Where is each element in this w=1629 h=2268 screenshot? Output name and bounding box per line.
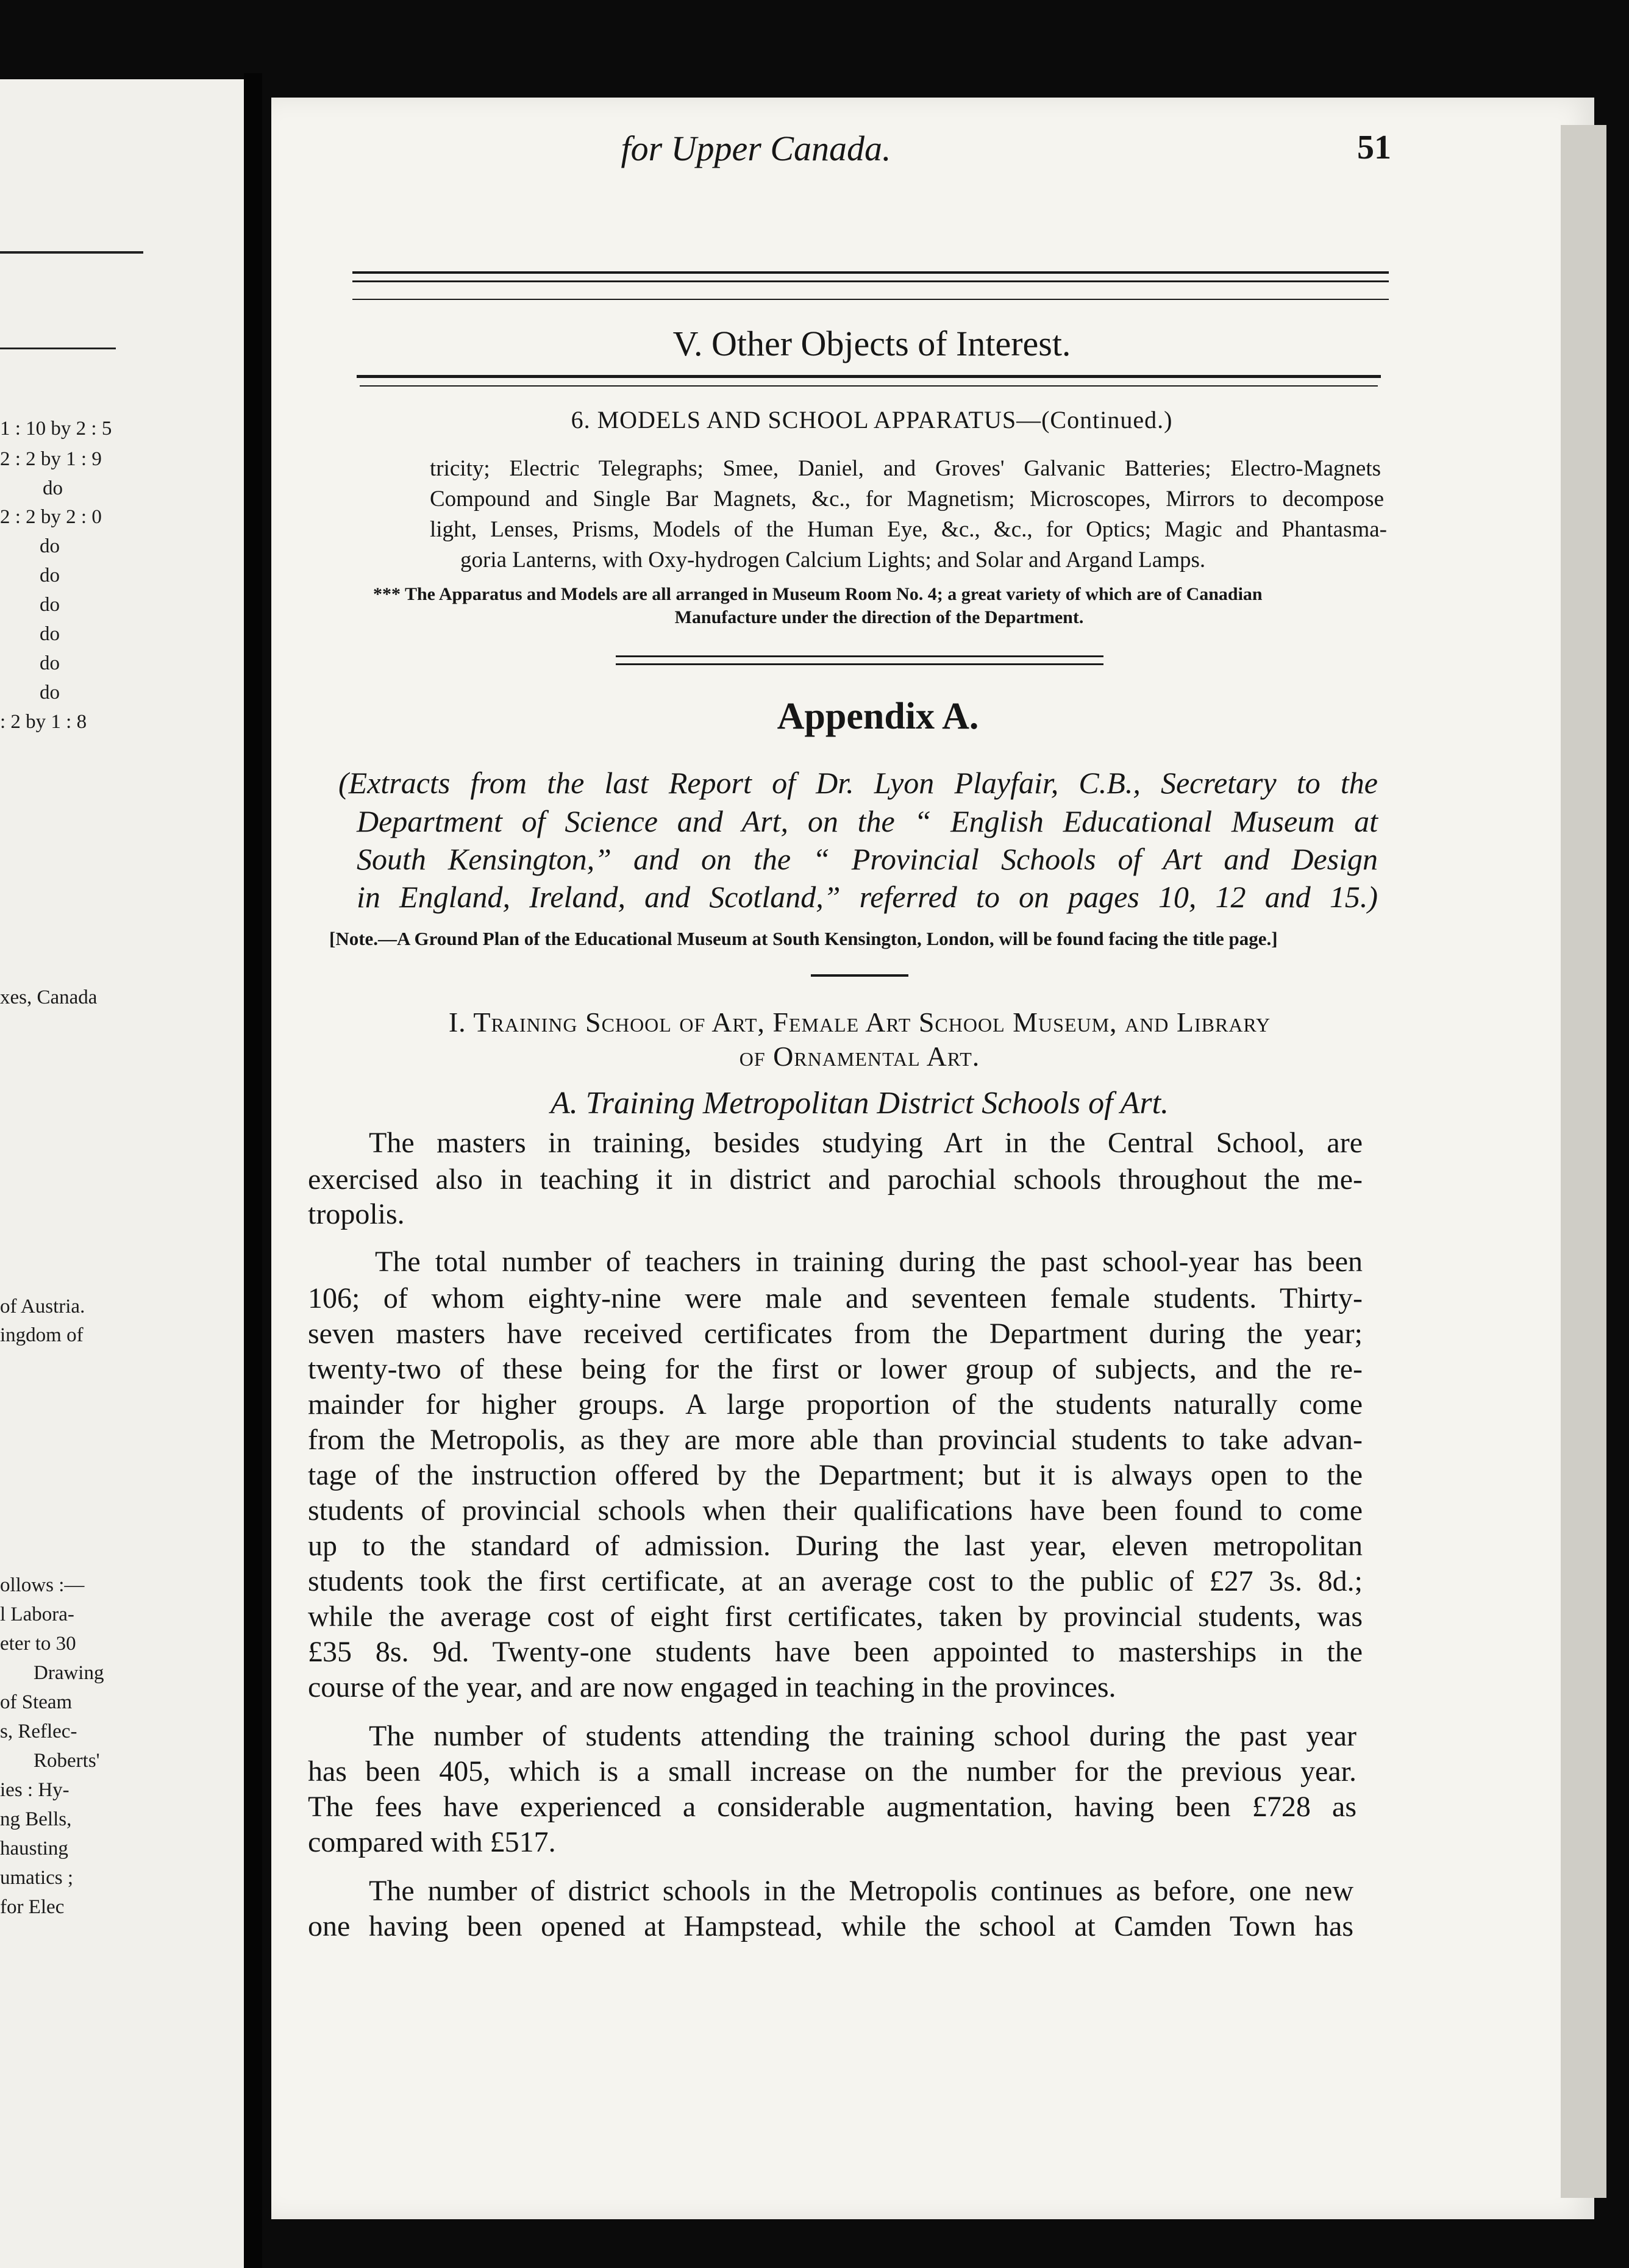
header-rule bbox=[352, 271, 1389, 274]
book-gutter bbox=[244, 73, 262, 2268]
header-rule bbox=[352, 299, 1389, 300]
section-i-heading: of Ornamental Art. bbox=[739, 1041, 980, 1072]
body-line: £35 8s. 9d. Twenty-one students have been appointed to masterships in the bbox=[308, 1636, 1363, 1668]
left-page-line: do bbox=[40, 535, 60, 557]
body-line: students took the first certificate, at an average cost to the public of £27 3s. 8d.; bbox=[308, 1565, 1363, 1597]
section-i-heading: I. Training School of Art, Female Art School Museum, and Library bbox=[448, 1007, 1271, 1038]
left-page-line: ollows :— bbox=[0, 1574, 85, 1596]
subsection-a-heading: A. Training Metropolitan District Schools of Art. bbox=[550, 1086, 1169, 1121]
left-page-line: 2 : 2 by 1 : 9 bbox=[0, 448, 102, 470]
left-page-line: xes, Canada bbox=[0, 986, 98, 1008]
body-line: while the average cost of eight first certificates, taken by provincial students, was bbox=[308, 1600, 1363, 1633]
left-page-line: do bbox=[40, 623, 60, 645]
left-page-line: s, Reflec- bbox=[0, 1721, 77, 1742]
short-rule bbox=[811, 974, 908, 977]
text-line: light, Lenses, Prisms, Models of the Human Eye, &c., &c., for Optics; Magic and Phantasma- bbox=[430, 517, 1387, 542]
body-line: students of provincial schools when their qualifications have been found to come bbox=[308, 1494, 1363, 1527]
body-line: from the Metropolis, as they are more able than provincial students to take advan- bbox=[308, 1424, 1363, 1456]
left-page-line: of Austria. bbox=[0, 1296, 85, 1318]
extract-line: South Kensington,” and on the “ Provincial Schools of Art and Design bbox=[357, 842, 1378, 876]
body-line: The total number of teachers in training during the past school-year has been bbox=[375, 1246, 1363, 1278]
left-page-line: Drawing bbox=[34, 1662, 104, 1684]
page-number: 51 bbox=[1357, 129, 1391, 166]
left-page-text bbox=[0, 0, 244, 2268]
models-apparatus-heading: 6. MODELS AND SCHOOL APPARATUS—(Continued.) bbox=[571, 406, 1173, 433]
body-line: 106; of whom eighty-nine were male and seventeen female students. Thirty- bbox=[308, 1282, 1363, 1314]
left-page-line: do bbox=[40, 652, 60, 674]
left-page-line: do bbox=[43, 477, 63, 499]
left-page-line: do bbox=[40, 682, 60, 704]
apparatus-note-line: *** The Apparatus and Models are all arranged in Museum Room No. 4; a great variety of which are of Canadian bbox=[373, 584, 1263, 604]
section-v-title: V. Other Objects of Interest. bbox=[672, 324, 1071, 363]
body-line: The number of district schools in the Metropolis continues as before, one new bbox=[369, 1875, 1353, 1907]
body-line: compared with £517. bbox=[308, 1826, 556, 1858]
left-page-line: of Steam bbox=[0, 1691, 73, 1713]
page-edge bbox=[1561, 125, 1606, 2198]
body-line: one having been opened at Hampstead, while the school at Camden Town has bbox=[308, 1910, 1353, 1942]
body-line: has been 405, which is a small increase on the number for the previous year. bbox=[308, 1755, 1356, 1788]
extract-line: Department of Science and Art, on the “ English Educational Museum at bbox=[357, 804, 1378, 838]
text-line: goria Lanterns, with Oxy-hydrogen Calcium Lights; and Solar and Argand Lamps. bbox=[460, 547, 1206, 572]
left-page-line: umatics ; bbox=[0, 1867, 74, 1889]
left-page-line: 1 : 10 by 2 : 5 bbox=[0, 418, 112, 440]
body-line: tage of the instruction offered by the Department; but it is always open to the bbox=[308, 1459, 1363, 1491]
section-rule bbox=[357, 375, 1381, 378]
text-line: tricity; Electric Telegraphs; Smee, Daniel, and Groves' Galvanic Batteries; Electro-Magnets bbox=[430, 456, 1381, 481]
left-page-line: hausting bbox=[0, 1838, 68, 1860]
left-page-line: : 2 by 1 : 8 bbox=[0, 711, 87, 733]
text-line: Compound and Single Bar Magnets, &c., for Magnetism; Microscopes, Mirrors to decompose bbox=[430, 487, 1384, 512]
body-line: seven masters have received certificates from the Department during the year; bbox=[308, 1318, 1363, 1350]
body-line: The masters in training, besides studying Art in the Central School, are bbox=[369, 1127, 1363, 1159]
appendix-title: Appendix A. bbox=[777, 696, 979, 737]
body-line: exercised also in teaching it in district and parochial schools throughout the me- bbox=[308, 1163, 1363, 1196]
body-line: up to the standard of admission. During the last year, eleven metropolitan bbox=[308, 1530, 1363, 1562]
left-page-line: eter to 30 bbox=[0, 1633, 76, 1655]
left-page-line: do bbox=[40, 565, 60, 587]
ground-plan-note: [Note.—A Ground Plan of the Educational Museum at South Kensington, London, will be found facing the title page.] bbox=[329, 928, 1278, 949]
left-page-line: ies : Hy- bbox=[0, 1779, 70, 1801]
extract-line: (Extracts from the last Report of Dr. Lyon Playfair, C.B., Secretary to the bbox=[338, 766, 1378, 800]
header-rule bbox=[352, 280, 1389, 282]
body-line: The number of students attending the training school during the past year bbox=[369, 1720, 1356, 1752]
apparatus-note-line: Manufacture under the direction of the Department. bbox=[674, 607, 1084, 627]
left-page-line: ingdom of bbox=[0, 1324, 84, 1346]
left-page-line: ng Bells, bbox=[0, 1808, 72, 1830]
left-page-line: Roberts' bbox=[34, 1750, 100, 1772]
separator-rule bbox=[616, 655, 1103, 657]
body-line: mainder for higher groups. A large proportion of the students naturally come bbox=[308, 1388, 1363, 1421]
body-line: The fees have experienced a considerable augmentation, having been £728 as bbox=[308, 1791, 1356, 1823]
separator-rule bbox=[616, 663, 1103, 665]
body-line: course of the year, and are now engaged in teaching in the provinces. bbox=[308, 1671, 1116, 1703]
left-page-line: l Labora- bbox=[0, 1603, 74, 1625]
left-page-line: do bbox=[40, 594, 60, 616]
running-title: for Upper Canada. bbox=[621, 129, 891, 168]
body-line: twenty-two of these being for the first or lower group of subjects, and the re- bbox=[308, 1353, 1363, 1385]
extract-line: in England, Ireland, and Scotland,” referred to on pages 10, 12 and 15.) bbox=[357, 880, 1378, 914]
left-page-line: for Elec bbox=[0, 1896, 65, 1918]
section-rule bbox=[360, 385, 1378, 387]
body-line: tropolis. bbox=[308, 1198, 405, 1230]
left-page-line: 2 : 2 by 2 : 0 bbox=[0, 506, 102, 528]
